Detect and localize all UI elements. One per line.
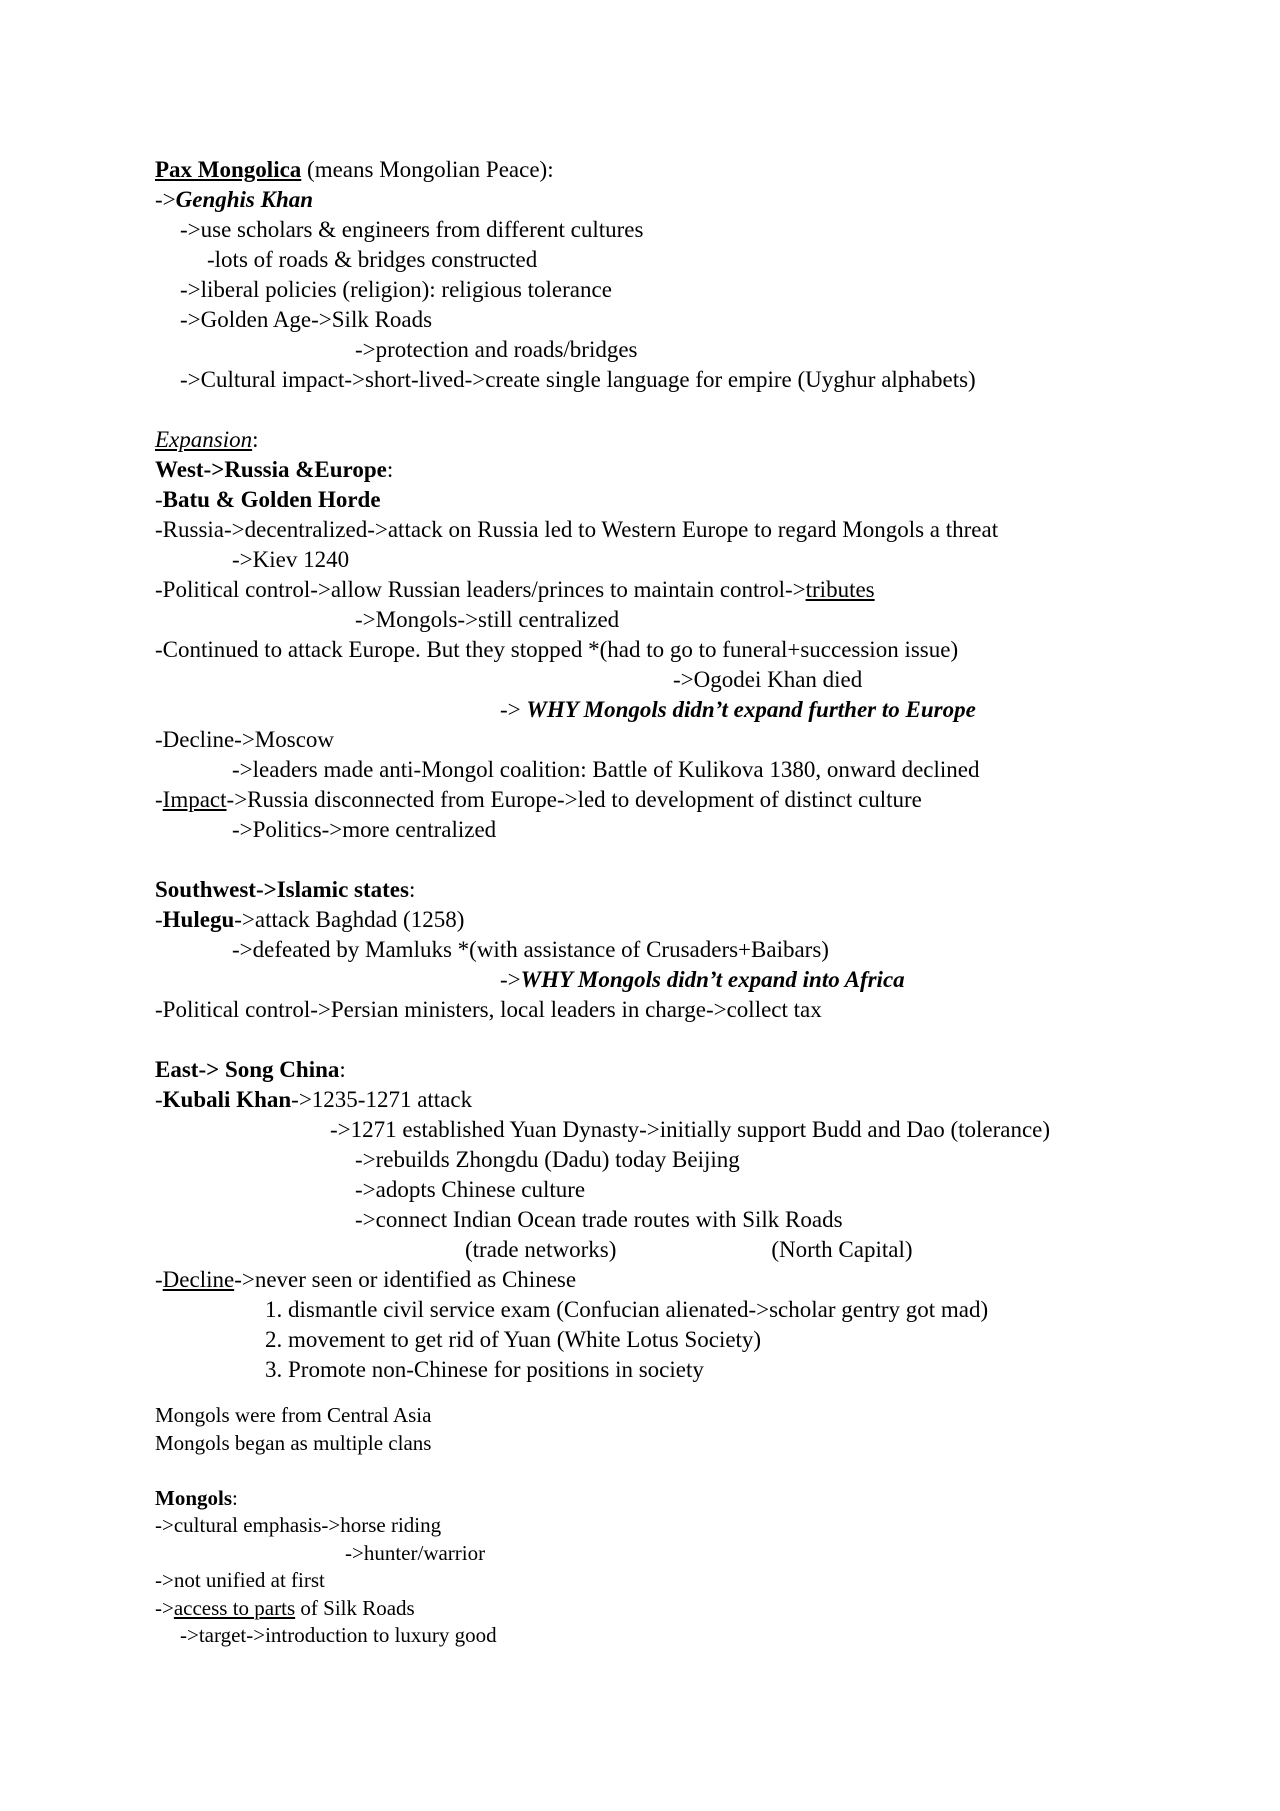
kubali-label: Kubali Khan xyxy=(162,1087,292,1112)
west-heading-line xyxy=(155,455,1235,485)
impact-dash: - xyxy=(155,787,163,812)
east-line-5: ->connect Indian Ocean trade routes with Silk Roads xyxy=(355,1207,843,1232)
tributes-label: tributes xyxy=(805,577,875,602)
russia-line-1: -Russia->decentralized->attack on Russia led to Western Europe to regard Mongols a threat xyxy=(155,517,999,542)
pax-title: Pax Mongolica xyxy=(155,157,302,182)
why-africa-label: WHY Mongols didn’t expand into Africa xyxy=(520,967,905,992)
russia-line-11: ->Politics->more centralized xyxy=(232,817,497,842)
pax-line-7: ->Cultural impact->short-lived->create single language for empire (Uyghur alphabets) xyxy=(180,367,976,392)
southwest-line-2: ->defeated by Mamluks *(with assistance of Crusaders+Baibars) xyxy=(232,937,829,962)
pax-line-2: ->use scholars & engineers from different cultures xyxy=(180,217,644,242)
russia-line-5: -Continued to attack Europe. But they stopped *(had to go to funeral+succession issue) xyxy=(155,637,959,662)
southwest-heading: Southwest->Islamic states xyxy=(155,877,409,902)
east-line-1 xyxy=(155,1085,1235,1115)
kubali-dash: - xyxy=(155,1087,163,1112)
kubali-text: ->1235-1271 attack xyxy=(291,1087,473,1112)
expansion-heading-line xyxy=(155,425,1235,455)
batu-line xyxy=(155,485,1235,515)
mongols-line-2: ->hunter/warrior xyxy=(345,1540,486,1565)
mongols-line-4 xyxy=(155,1595,1235,1623)
blank-line xyxy=(155,395,1235,425)
east-heading: East-> Song China xyxy=(155,1057,340,1082)
expansion-label: Expansion xyxy=(155,427,253,452)
decline-text: ->never seen or identified as Chinese xyxy=(234,1267,577,1292)
hulegu-dash: - xyxy=(155,907,163,932)
hulegu-text: ->attack Baghdad (1258) xyxy=(234,907,465,932)
russia-line-3-text: -Political control->allow Russian leaders/princes to maintain control-> xyxy=(155,577,806,602)
mongols-heading: Mongols xyxy=(155,1485,233,1510)
pax-title-rest: (means Mongolian Peace): xyxy=(301,157,554,182)
document-page xyxy=(155,155,1235,1650)
mongols-line-4-rest: of Silk Roads xyxy=(295,1595,415,1620)
east-line-2: ->1271 established Yuan Dynasty->initially support Budd and Dao (tolerance) xyxy=(330,1117,1051,1142)
decline-item-1: 1. dismantle civil service exam (Confucian alienated->scholar gentry got mad) xyxy=(265,1297,989,1322)
decline-item-3: 3. Promote non-Chinese for positions in society xyxy=(265,1357,704,1382)
pax-line-6: ->protection and roads/bridges xyxy=(355,337,638,362)
russia-line-10 xyxy=(155,785,1235,815)
decline-line xyxy=(155,1265,1235,1295)
impact-text: ->Russia disconnected from Europe->led to development of distinct culture xyxy=(226,787,922,812)
notes-section xyxy=(155,1397,1235,1650)
access-to-parts-label: access to parts xyxy=(173,1595,296,1620)
decline-dash: - xyxy=(155,1267,163,1292)
russia-line-4: ->Mongols->still centralized xyxy=(355,607,620,632)
russia-line-8: -Decline->Moscow xyxy=(155,727,335,752)
southwest-heading-line xyxy=(155,875,1235,905)
east-colon: : xyxy=(339,1057,346,1082)
east-line-6 xyxy=(155,1235,1235,1265)
russia-line-6: ->Ogodei Khan died xyxy=(673,667,863,692)
impact-label: Impact xyxy=(162,787,227,812)
trade-networks-note: (trade networks) xyxy=(465,1237,617,1262)
pax-line-4: ->liberal policies (religion): religious tolerance xyxy=(180,277,612,302)
russia-line-2: ->Kiev 1240 xyxy=(232,547,350,572)
russia-line-7 xyxy=(155,695,1235,725)
east-line-4: ->adopts Chinese culture xyxy=(355,1177,586,1202)
batu-dash: - xyxy=(155,487,163,512)
pax-l1-arrow: -> xyxy=(155,187,176,212)
mongols-line-5: ->target->introduction to luxury good xyxy=(180,1623,497,1647)
pax-heading-line xyxy=(155,155,1235,185)
russia-line-3 xyxy=(155,575,1235,605)
east-line-3: ->rebuilds Zhongdu (Dadu) today Beijing xyxy=(355,1147,740,1172)
decline-item-2: 2. movement to get rid of Yuan (White Lotus Society) xyxy=(265,1327,762,1352)
blank-line xyxy=(155,1025,1235,1055)
pax-line-3: -lots of roads & bridges constructed xyxy=(207,247,538,272)
expansion-colon: : xyxy=(252,427,259,452)
west-colon: : xyxy=(386,457,394,482)
east-heading-line xyxy=(155,1055,1235,1085)
blank-line xyxy=(155,1457,1235,1485)
genghis-khan-label: Genghis Khan xyxy=(175,187,314,212)
mongols-line-3: ->not unified at first xyxy=(155,1568,325,1592)
mongols-heading-line xyxy=(155,1485,1235,1513)
batu-label: Batu & Golden Horde xyxy=(162,487,381,512)
west-heading: West->Russia &Europe xyxy=(155,457,387,482)
hulegu-label: Hulegu xyxy=(162,907,235,932)
russia-line-9: ->leaders made anti-Mongol coalition: Battle of Kulikova 1380, onward declined xyxy=(232,757,980,782)
blank-line xyxy=(155,845,1235,875)
southwest-colon: : xyxy=(408,877,416,902)
mongols-colon: : xyxy=(232,1485,238,1510)
southwest-line-4: -Political control->Persian ministers, local leaders in charge->collect tax xyxy=(155,997,822,1022)
southwest-line-3 xyxy=(155,965,1235,995)
pax-line-5: ->Golden Age->Silk Roads xyxy=(180,307,433,332)
pax-line-1 xyxy=(155,185,1235,215)
north-capital-note: (North Capital) xyxy=(771,1237,913,1262)
decline-label: Decline xyxy=(162,1267,235,1292)
why-europe-label: WHY Mongols didn’t expand further to Europe xyxy=(526,697,976,722)
russia-line-7-arrow: -> xyxy=(500,697,527,722)
southwest-line-3-arrow: -> xyxy=(500,967,521,992)
mongols-line-1: ->cultural emphasis->horse riding xyxy=(155,1513,442,1537)
notes-line-2: Mongols began as multiple clans xyxy=(155,1430,432,1455)
southwest-line-1 xyxy=(155,905,1235,935)
mongols-line-4-arrow: -> xyxy=(155,1595,174,1620)
notes-line-1: Mongols were from Central Asia xyxy=(155,1403,432,1427)
